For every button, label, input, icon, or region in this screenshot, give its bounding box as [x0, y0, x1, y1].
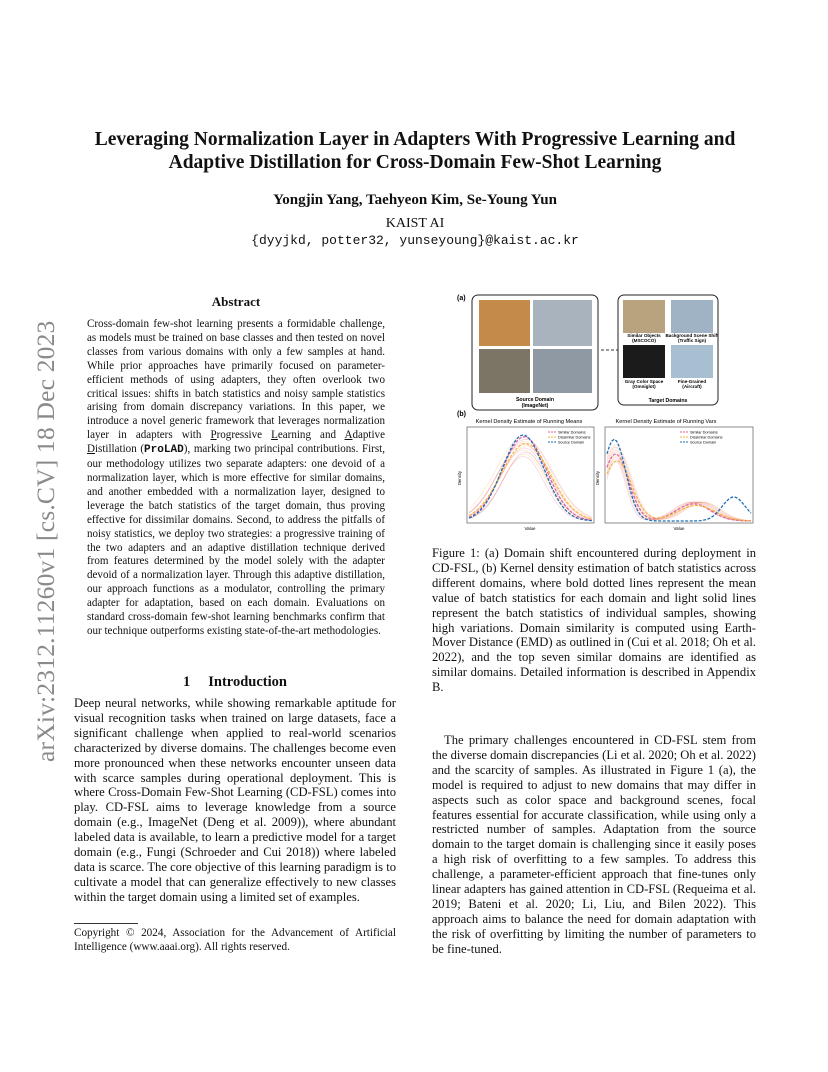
image-cat-photo-2	[479, 349, 530, 393]
source-label: Source Domain	[515, 397, 555, 403]
affiliation: KAIST AI	[385, 216, 445, 231]
footnote-rule	[74, 923, 138, 924]
image-car-photo	[533, 300, 592, 346]
plot2-ylabel: Density	[595, 471, 600, 485]
arxiv-stamp: arXiv:2312.11260v1 [cs.CV] 18 Dec 2023	[31, 320, 60, 762]
legend2-similar: Similar Domains	[690, 430, 718, 435]
body-paragraph: The primary challenges encountered in CD-FSL stem from the diverse domain discrepancies (Li et al. 2020; Oh et al. 2022) and the scarcity of samples. As illustrated in Figure 1 (a), the model is required to adjust to new domains that may differ in aspects such as color space and background scenes, focal features essential for accurate classification, while using only a restricted number of samples. Adaptation from the source domain to the target domain is challenging since it easily poses a high risk of overfitting to a few samples. To address this challenge, a parameter-efficient approach that fine-tunes only linear adapters has gained attention in CD-FSL (Requeima et al. 2019; Bateni et al. 2020; Li, Liu, and Bilen 2022). This approach aims to balance the need for domain adaptation with the risk of overfitting by limiting the number of parameters to be fine-tuned.	[432, 733, 756, 956]
image-truck-photo	[533, 349, 592, 393]
plot1-title: Kernel Density Estimate of Running Means	[475, 419, 583, 425]
image-mscoco	[623, 300, 665, 333]
target-4-sub: (Aircraft)	[682, 384, 702, 389]
section-heading: 1 Introduction	[183, 674, 287, 690]
target-label: Target Domains	[648, 398, 688, 404]
plot1-ylabel: Density	[457, 471, 462, 485]
intro-text: Deep neural networks, while showing remarkable aptitude for visual recognition tasks when trained on large datasets, face a significant challenge when applied to real-world scenarios characterized by diverse domains. The challenges become even more pronounced when these networks encounter unseen data with scarce samples during operational deployment. This is where Cross-Domain Few-Shot Learning (CD-FSL) comes into play. CD-FSL aims to leverage knowledge from a source domain (e.g., ImageNet (Deng et al. 2009)), where abundant labeled data is available, to learn a predictive model for a target domain (e.g., Fungi (Schroeder and Cui 2018)) where labeled data is scarce. The core objective of this learning paradigm is to cultivate a model that can generalize effectively to new classes within the target domain using a limited set of examples.	[74, 696, 396, 904]
copyright-footnote: Copyright © 2024, Association for the Advancement of Artificial Intelligence (www.aaai.org). All rights reserved.	[74, 927, 396, 953]
figure-1	[453, 290, 756, 536]
plot2-xlabel: Value	[673, 526, 685, 531]
authors: Yongjin Yang, Taehyeon Kim, Se-Young Yun	[273, 192, 557, 208]
legend-dissimilar: Dissimilar Domains	[558, 435, 591, 440]
paper-title: Leveraging Normalization Layer in Adapters With Progressive Learning and Adaptive Distillation for Cross-Domain Few-Shot Learning	[94, 129, 736, 173]
panel-b-label: (b)	[457, 411, 466, 418]
legend2-source: Source Domain	[690, 440, 717, 445]
target-1-label: Similar Objects	[627, 333, 661, 338]
legend-source: Source Domain	[558, 440, 585, 445]
legend2-dissimilar: Dissimilar Domains	[690, 435, 723, 440]
image-cat-photo	[479, 300, 530, 346]
target-3-label: Gray Color Space	[624, 379, 664, 384]
plot1-xlabel: Value	[524, 526, 536, 531]
figure-caption: Figure 1: (a) Domain shift encountered during deployment in CD-FSL, (b) Kernel density estimation of batch statistics across different domains, where bold dotted lines represent the mean value of batch statistics for each domain and light solid lines represent the batch statistics of individual samples, showing high variations. Domain similarity is computed using Earth-Mover Distance (EMD) as outlined in (Cui et al. 2018; Oh et al. 2022), and the top seven similar domains are identified as similar domains. Detailed information is described in Appendix B.	[432, 546, 756, 695]
target-1-sub: (MSCOCO)	[632, 338, 656, 343]
image-aircraft	[671, 345, 713, 378]
target-3-sub: (Omniglot)	[632, 384, 656, 389]
target-2-label: Background Scene Shift	[665, 333, 719, 338]
plot2-title: Kernel Density Estimate of Running Vars	[615, 419, 717, 425]
legend-similar: Similar Domains	[558, 430, 586, 435]
image-omniglot	[623, 345, 665, 378]
target-4-label: Fine-Grained	[677, 379, 707, 384]
abstract-text: Cross-domain few-shot learning presents a formidable challenge, as models must be trained on base classes and then tested on novel classes from various domains with only a few samples at hand. While prior approaches have primarily focused on parameter-efficient methods of using adapters, they often overlook two critical issues: shifts in batch statistics and noisy sample statistics arising from domain discrepancy variations. In this paper, we introduce a novel generic framework that leverages normalization layer in adapters with Progressive Learning and Adaptive Distillation (ProLAD), marking two principal contributions. First, our methodology utilizes two separate adapters: one devoid of a normalization layer, which is more effective for similar domains, and another embedded with a normalization layer, designed to leverage the batch statistics of the target domain, thus proving effective for dissimilar domains. Second, to address the pitfalls of noisy statistics, we deploy two strategies: a progressive training of the two adapters and an adaptive distillation technique derived from features determined by the model solely with the adapter devoid of a normalization layer. Through this adaptive distillation, our approach functions as a modulator, controlling the primary adapter for adaptation, based on each domain. Evaluations on standard cross-domain few-shot learning benchmarks confirm that our technique outperforms existing state-of-the-art methodologies.	[87, 318, 385, 637]
target-2-sub: (Traffic Sign)	[677, 338, 707, 343]
image-traffic-sign	[671, 300, 713, 333]
acronym: ProLAD	[144, 444, 184, 457]
abstract-heading: Abstract	[211, 294, 261, 309]
panel-a-label: (a)	[457, 295, 466, 302]
source-sub: (ImageNet)	[521, 403, 549, 409]
emails: {dyyjkd, potter32, yunseyoung}@kaist.ac.kr	[251, 233, 579, 248]
